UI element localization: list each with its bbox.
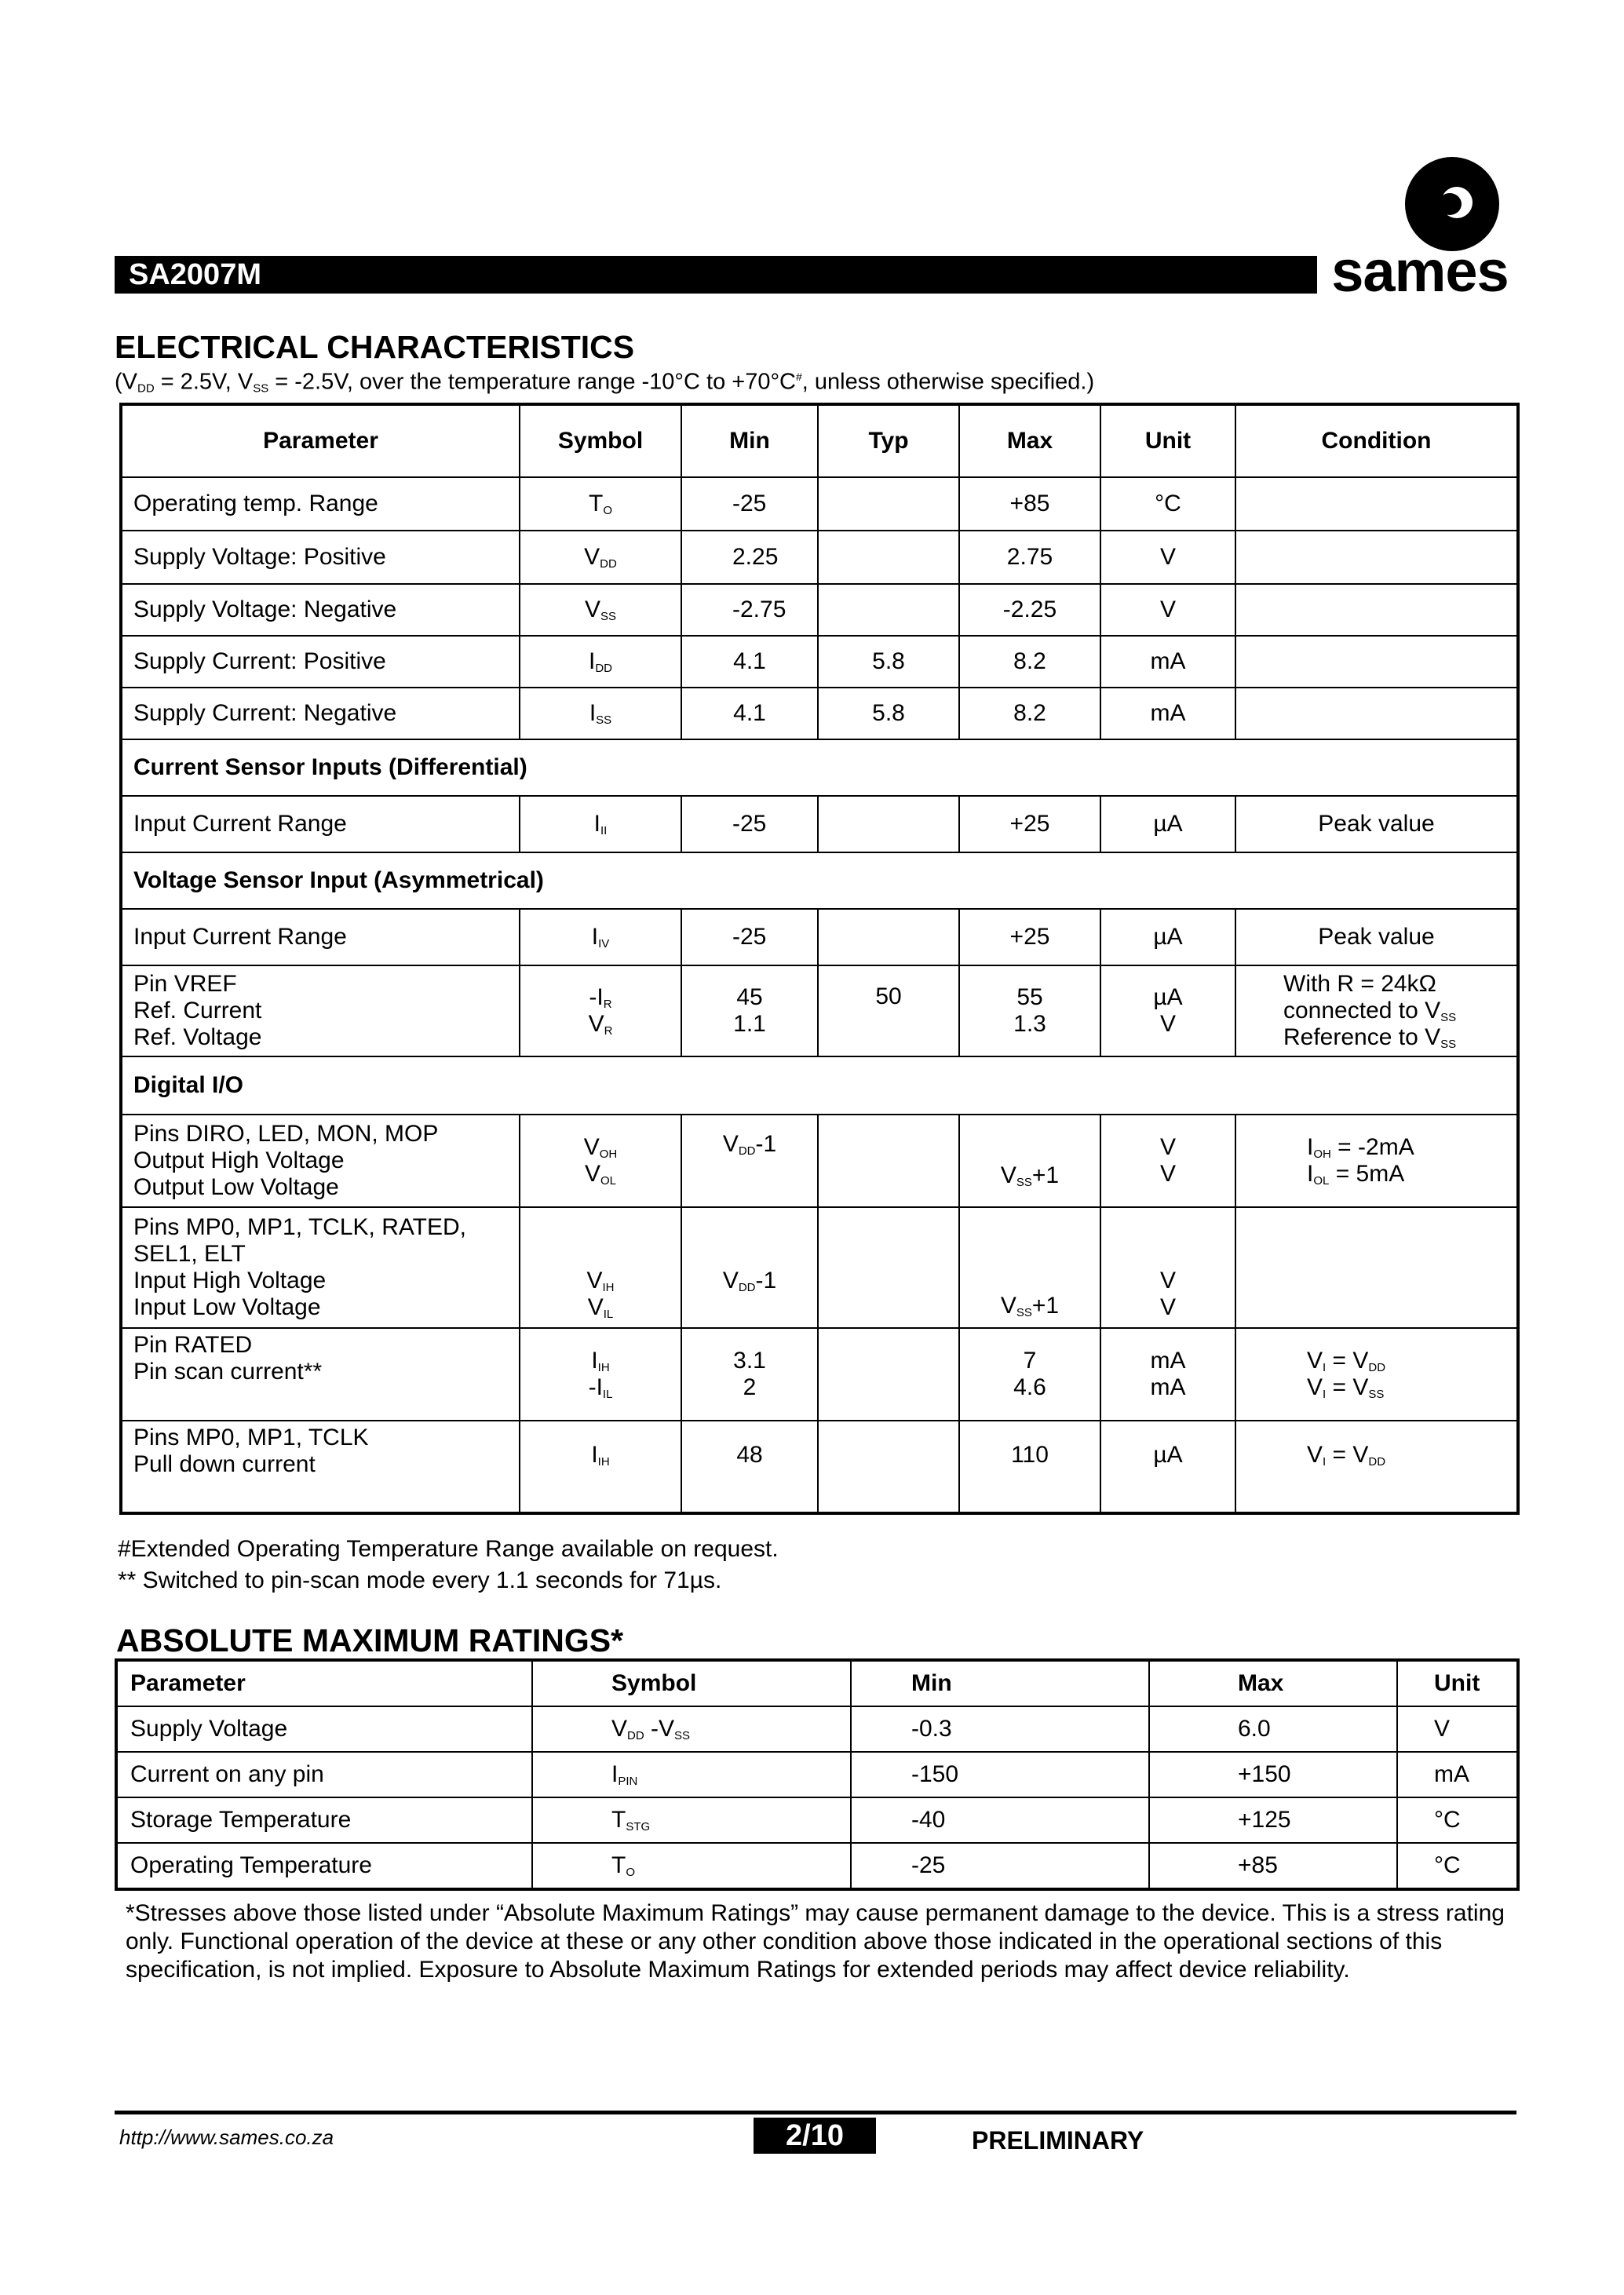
table-row: Operating Temperature $T_O$ -25 +85 °C (116, 1843, 1518, 1889)
table-row: Pins DIRO, LED, MON, MOP Output High Voltage Output Low Voltage $V_{OH}$ $V_{OL}$ $V_{DD}-1$ $V_{SS}+1$ V V $I_{OH} = -2mA$ $I_{OL} = 5mA$ (121, 1115, 1518, 1207)
column-header: Unit (1100, 404, 1235, 477)
column-header: Symbol (532, 1660, 851, 1706)
footer-divider (115, 2111, 1516, 2114)
column-header: Min (851, 1660, 1149, 1706)
column-header: Max (1149, 1660, 1397, 1706)
table-header-row (116, 1660, 1518, 1706)
table-row: Pin VREF Ref. Current Ref. Voltage $-I_R$ $V_R$ 45 1.1 50 55 1.3 µA V With R = 24kΩ connected to $V_{SS}$ Reference to $V_{SS}$ (121, 965, 1518, 1056)
table-row: Storage Temperature $T_{STG}$ -40 +125 °C (116, 1797, 1518, 1843)
column-header: Parameter (116, 1660, 532, 1706)
column-header: Symbol (520, 404, 681, 477)
table-row: Supply Voltage: Positive $V_{DD}$ 2.25 2.75 V (121, 531, 1518, 584)
table-row: Current on any pin $I_{PIN}$ -150 +150 mA (116, 1752, 1518, 1797)
absolute-max-title: ABSOLUTE MAXIMUM RATINGS* (116, 1622, 624, 1658)
column-header: Condition (1235, 404, 1518, 477)
section-row: Current Sensor Inputs (Differential) (121, 739, 1518, 796)
column-header: Min (681, 404, 818, 477)
section-row: Voltage Sensor Input (Asymmetrical) (121, 852, 1518, 909)
footnote-extended-range: #Extended Operating Temperature Range available on request. (118, 1536, 779, 1562)
column-header: Max (959, 404, 1100, 477)
table-row: Supply Current: Negative $I_{SS}$ 4.1 5.8 8.2 mA (121, 688, 1518, 739)
electrical-section-header (115, 330, 1094, 395)
absolute-max-table (115, 1658, 1520, 1891)
table-row: Supply Current: Positive $I_{DD}$ 4.1 5.8 8.2 mA (121, 636, 1518, 688)
footnotes (118, 1535, 779, 1595)
table-row: Input Current Range $I_{IV}$ -25 +25 µA Peak value (121, 909, 1518, 965)
title-bar (115, 256, 1317, 294)
brand-logo-text: sames (1331, 239, 1509, 304)
table-row: Input Current Range $I_{II}$ -25 +25 µA Peak value (121, 796, 1518, 852)
footnote-pin-scan: ** Switched to pin-scan mode every 1.1 seconds for 71µs. (118, 1567, 722, 1593)
column-header: Typ (818, 404, 959, 477)
footer-url-link[interactable]: http://www.sames.co.za (119, 2125, 334, 2149)
table-row: Operating temp. Range $T_O$ -25 +85 °C (121, 477, 1518, 531)
table-row: Supply Voltage: Negative $V_{SS}$ -2.75 -2.25 V (121, 584, 1518, 636)
section-row: Digital I/O (121, 1056, 1518, 1115)
document-status: PRELIMINARY (972, 2126, 1144, 2155)
table-row: Pins MP0, MP1, TCLK, RATED, SEL1, ELT Input High Voltage Input Low Voltage $V_{IH}$ $V_{IL}$ $V_{DD}-1$ $V_{SS}+1$ V V (121, 1207, 1518, 1328)
logo-mark-cut (1438, 193, 1462, 215)
table-row: Pins MP0, MP1, TCLK Pull down current $I_{IH}$ 48 110 µA $V_I = V_{DD}$ (121, 1421, 1518, 1513)
stress-note: *Stresses above those listed under “Absolute Maximum Ratings” may cause permanent damage to the device. This is a stress rating only. Functional operation of the device at these or any other condition above those indicated in the operational sections of this specification, is not implied. Exposure to Absolute Maximum Ratings for extended periods may affect device reliability. (126, 1900, 1505, 1983)
table-row: Supply Voltage $V_{DD}$ $-V_{SS}$ -0.3 6.0 V (116, 1706, 1518, 1752)
test-conditions: ($V_{DD} = 2.5V$, $V_{SS} = -2.5V$, over the temperature range -10°C to +70°C#, unless otherwise specified.) (115, 369, 1095, 396)
table-row: Pin RATED Pin scan current** $I_{IH}$ $-I_{IL}$ 3.1 2 7 4.6 mA mA $V_I = V_{DD}$ $V_I = V_{SS}$ (121, 1328, 1518, 1421)
electrical-characteristics-table (119, 403, 1520, 1515)
page-number: 2/10 (754, 2118, 876, 2154)
section-title: ELECTRICAL CHARACTERISTICS (115, 329, 635, 365)
column-header: Unit (1397, 1660, 1518, 1706)
part-number: SA2007M (129, 258, 261, 291)
column-header: Parameter (121, 404, 520, 477)
table-header-row (121, 404, 1518, 477)
